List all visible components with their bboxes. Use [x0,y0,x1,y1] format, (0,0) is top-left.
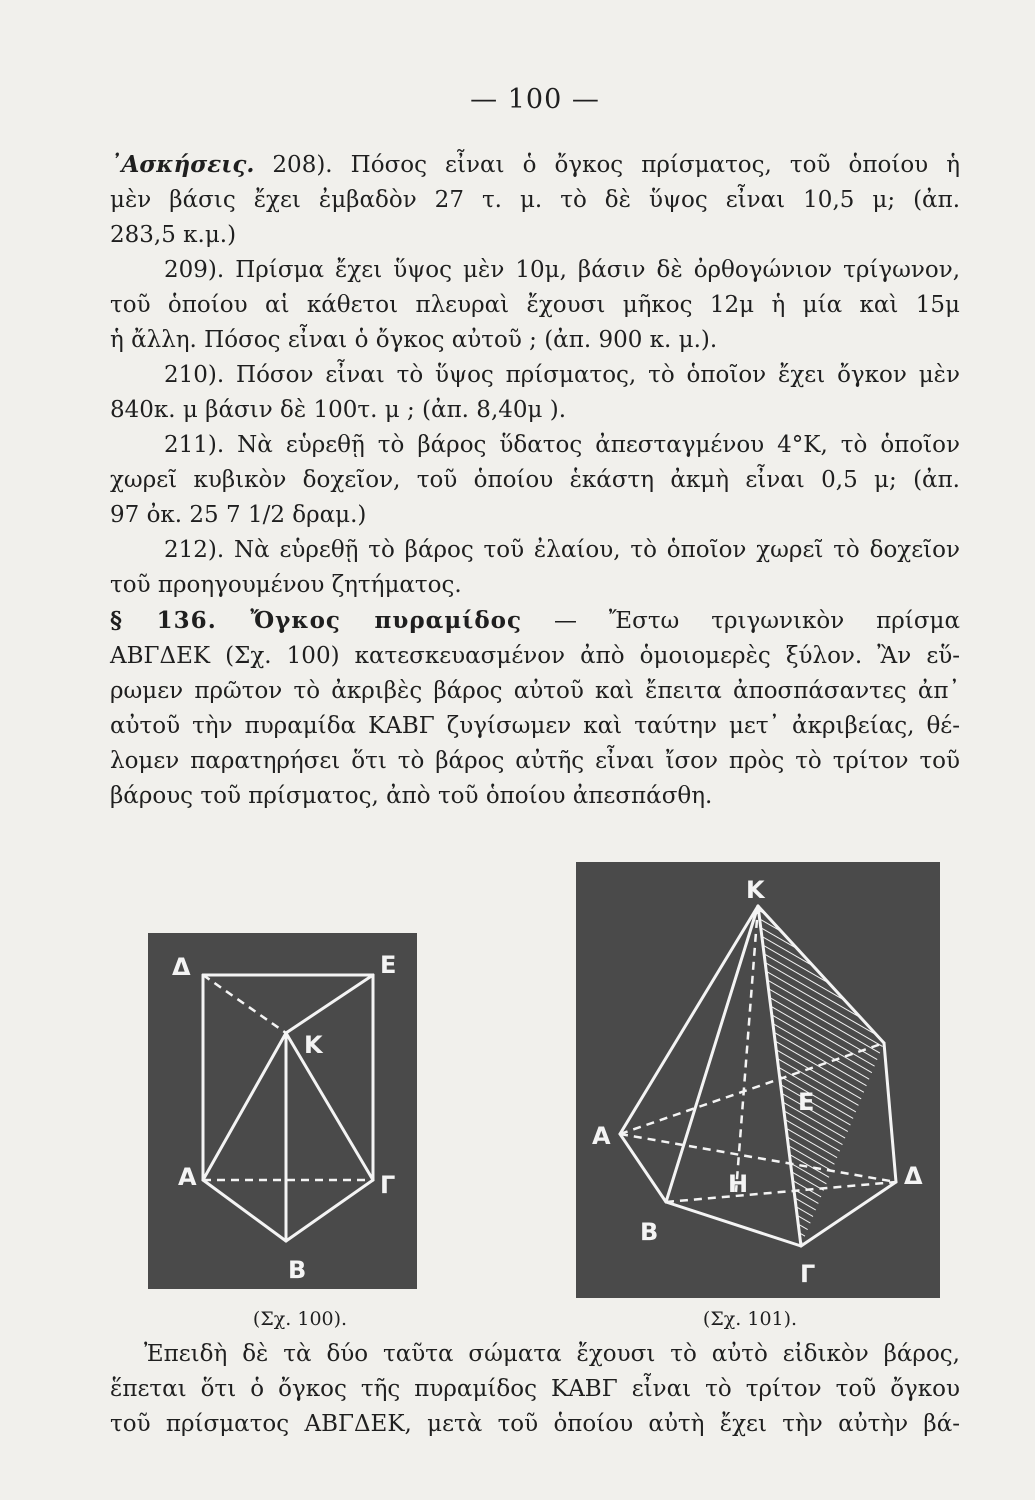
label-eta: Η [728,1170,749,1198]
conclusion-line: Ἐπειδὴ δὲ τὰ δύο ταῦτα σώματα ἔχουσι τὸ αὐτὸ εἰδικὸν βάρος, [144,1341,960,1367]
exercises-heading: ᾿Ασκήσεις. [110,151,255,178]
pyramid-diagram [576,862,940,1298]
edge-alpha-beta [620,1134,666,1202]
section-line: — Ἔστω τριγωνικὸν πρίσμα [553,608,961,634]
figure-100-caption: (Σχ. 100). [252,1308,348,1330]
figure-101-caption: (Σχ. 101). [702,1308,798,1330]
edge-epsilon-kappa [286,975,373,1033]
section-line: βάρους τοῦ πρίσματος, ἀπὸ τοῦ ὁποίου ἀπεσπάσθη. [110,783,713,809]
exercise-210-line: 210). Πόσον εἶναι τὸ ὕψος πρίσματος, τὸ ὁποῖον ἔχει ὄγκον μὲν [164,362,960,388]
edge-gamma-beta [286,1180,373,1241]
label-beta: Β [640,1218,659,1246]
conclusion-line: ἕπεται ὅτι ὁ ὄγκος τῆς πυραμίδος ΚΑΒΓ εἶναι τὸ τρίτον τοῦ ὄγκου [110,1376,960,1402]
exercise-211-line: χωρεῖ κυβικὸν δοχεῖον, τοῦ ὁποίου ἑκάστη ἀκμὴ εἶναι 0,5 μ; (ἀπ. [110,467,960,493]
edge-epsilon-delta [884,1043,896,1182]
label-gamma: Γ [380,1171,396,1199]
label-beta: Β [288,1256,307,1284]
section-title: § 136. Ὄγκος πυραμίδος [110,607,522,634]
page-number: — 100 — [470,84,600,115]
prism-diagram [148,933,417,1289]
label-gamma: Γ [800,1260,816,1288]
exercise-209-line: ἡ ἄλλη. Πόσος εἶναι ὁ ὄγκος αὐτοῦ ; (ἀπ. 900 κ. μ.). [110,327,718,353]
label-kappa: Κ [746,876,765,904]
conclusion-block [110,1337,960,1442]
label-delta: Δ [172,953,191,981]
label-epsilon: Ε [380,951,397,979]
label-epsilon: Ε [798,1088,815,1116]
label-kappa: Κ [304,1031,323,1059]
label-alpha: Α [592,1122,611,1150]
exercise-208-line: μὲν βάσις ἔχει ἐμβαδὸν 27 τ. μ. τὸ δὲ ὕψος εἶναι 10,5 μ; (ἀπ. [110,187,960,213]
edge-alpha-beta [203,1180,286,1241]
figure-100-prism [148,933,417,1289]
exercises-block [110,147,960,814]
section-line: αὐτοῦ τὴν πυραμίδα ΚΑΒΓ ζυγίσωμεν καὶ ταύτην μετ᾿ ἀκριβείας, θέ- [110,713,960,739]
exercise-209-line: τοῦ ὁποίου αἱ κάθετοι πλευραὶ ἔχουσι μῆκος 12μ ἡ μία καὶ 15μ [110,292,960,318]
height-kappa-eta [736,906,758,1192]
section-line: λομεν παρατηρήσει ὅτι τὸ βάρος αὐτῆς εἶναι ἴσον πρὸς τὸ τρίτον τοῦ [110,748,960,774]
figure-101-pyramid [576,862,940,1298]
exercise-212-line: 212). Νὰ εὑρεθῇ τὸ βάρος τοῦ ἐλαίου, τὸ ὁποῖον χωρεῖ τὸ δοχεῖον [164,537,960,563]
hatched-face [758,906,884,1246]
exercise-211-line: 97 ὀκ. 25 7 1/2 δραμ.) [110,502,367,528]
section-line: ΑΒΓΔΕΚ (Σχ. 100) κατεσκευασμένον ἀπὸ ὁμοιομερὲς ξύλον. Ἂν εὕ- [110,643,960,669]
exercise-208-line: 208). Πόσος εἶναι ὁ ὄγκος πρίσματος, τοῦ ὁποίου ἡ [272,152,960,178]
edge-beta-gamma [666,1202,801,1246]
label-delta: Δ [904,1162,923,1190]
exercise-212-line: τοῦ προηγουμένου ζητήματος. [110,572,462,598]
hidden-edge-delta-kappa [203,975,286,1033]
conclusion-line: τοῦ πρίσματος ΑΒΓΔΕΚ, μετὰ τοῦ ὁποίου αὐτὴ ἔχει τὴν αὐτὴν βά- [110,1411,960,1437]
exercise-211-line: 211). Νὰ εὑρεθῇ τὸ βάρος ὕδατος ἀπεσταγμένου 4°Κ, τὸ ὁποῖον [164,432,960,458]
edge-kappa-beta [666,906,758,1202]
edge-kappa-gamma [286,1033,373,1180]
hidden-edge-alpha-delta [620,1134,896,1182]
exercise-208-line: 283,5 κ.μ.) [110,222,237,248]
exercise-210-line: 840κ. μ βάσιν δὲ 100τ. μ ; (ἀπ. 8,40μ ). [110,397,567,423]
edge-kappa-alpha [203,1033,286,1180]
edge-kappa-alpha [620,906,758,1134]
hidden-edge-beta-delta [666,1182,896,1202]
section-line: ρωμεν πρῶτον τὸ ἀκριβὲς βάρος αὐτοῦ καὶ ἔπειτα ἀποσπάσαντες ἀπ᾿ [110,678,960,704]
label-alpha: Α [178,1163,197,1191]
exercise-209-line: 209). Πρίσμα ἔχει ὕψος μὲν 10μ, βάσιν δὲ ὀρθογώνιον τρίγωνον, [164,257,960,283]
